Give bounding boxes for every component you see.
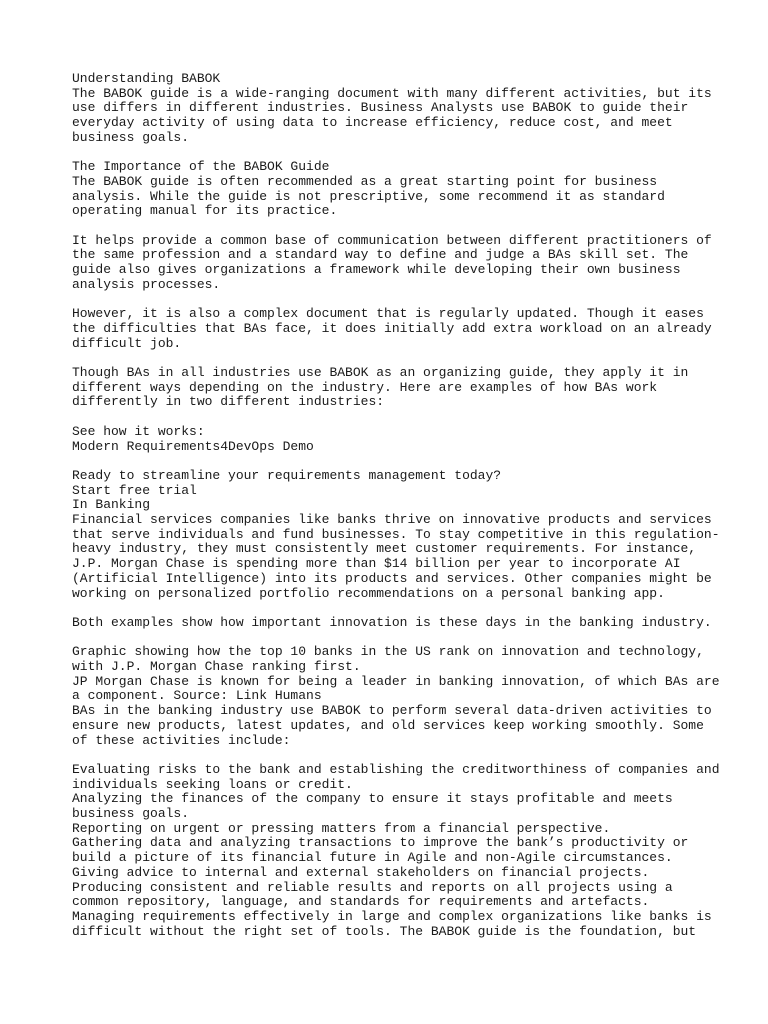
text-line: BAs in the banking industry use BABOK to perform several data-driven activities to <box>72 703 712 719</box>
text-line: difficult without the right set of tools. The BABOK guide is the foundation, but <box>72 923 697 939</box>
text-line: Gathering data and analyzing transactions to improve the bank’s productivity or <box>72 835 689 851</box>
paragraph-gap <box>72 454 712 469</box>
text-line: analysis. While the guide is not prescriptive, some recommend it as standard <box>72 188 665 204</box>
text-line: Giving advice to internal and external stakeholders on financial projects. <box>72 864 650 880</box>
text-line: However, it is also a complex document that is regularly updated. Though it eases <box>72 306 704 322</box>
text-paragraph <box>72 160 712 219</box>
text-line: working on personalized portfolio recommendations on a personal banking app. <box>72 585 665 601</box>
text-line: Graphic showing how the top 10 banks in the US rank on innovation and technology, <box>72 644 704 660</box>
text-line: It helps provide a common base of communication between different practitioners of <box>72 232 712 248</box>
text-line: Financial services companies like banks thrive on innovative products and services <box>72 512 712 527</box>
text-line: the difficulties that BAs face, it does initially add extra workload on an already <box>72 320 712 336</box>
document-page <box>72 71 720 939</box>
text-line: Managing requirements effectively in large and complex organizations like banks is <box>72 908 712 924</box>
text-line: build a picture of its financial future in Agile and non-Agile circumstances. <box>72 850 673 866</box>
text-line: J.P. Morgan Chase is spending more than $14 billion per year to incorporate AI <box>72 556 681 572</box>
text-line: ensure new products, latest updates, and old services keep working smoothly. Some <box>72 717 704 733</box>
text-paragraph <box>72 644 720 748</box>
text-line: everyday activity of using data to increase efficiency, reduce cost, and meet <box>72 115 673 131</box>
text-line: different ways depending on the industry. Here are examples of how BAs work <box>72 379 658 395</box>
text-line: The BABOK guide is a wide-ranging document with many different activities, but its <box>72 85 712 101</box>
text-line: business goals. <box>72 806 190 822</box>
text-paragraph <box>72 761 720 939</box>
text-paragraph <box>72 425 712 454</box>
paragraph-gap <box>72 293 712 308</box>
text-paragraph <box>72 72 712 146</box>
paragraph-gap <box>72 631 712 646</box>
text-line: individuals seeking loans or credit. <box>72 776 353 792</box>
paragraph-gap <box>72 410 712 425</box>
text-paragraph <box>72 616 712 631</box>
text-line: Producing consistent and reliable results and reports on all projects using a <box>72 879 673 895</box>
text-line: heavy industry, they must consistently meet customer requirements. For instance, <box>72 541 697 557</box>
text-line: operating manual for its practice. <box>72 203 338 219</box>
text-line: Modern Requirements4DevOps Demo <box>72 438 314 454</box>
text-paragraph <box>72 366 712 410</box>
text-paragraph <box>72 234 712 293</box>
paragraph-gap <box>72 219 712 234</box>
text-line: of these activities include: <box>72 732 291 748</box>
text-line: guide also gives organizations a framework while developing their own business <box>72 262 681 278</box>
text-line: with J.P. Morgan Chase ranking first. <box>72 659 361 674</box>
text-line: use differs in different industries. Business Analysts use BABOK to guide their <box>72 100 689 116</box>
text-line: Ready to streamline your requirements management today? <box>72 467 502 483</box>
text-paragraph <box>72 307 712 351</box>
text-line: See how it works: <box>72 423 205 439</box>
text-line: The BABOK guide is often recommended as a great starting point for business <box>72 173 658 189</box>
text-line: Though BAs in all industries use BABOK as an organizing guide, they apply it in <box>72 365 689 380</box>
paragraph-gap <box>72 601 712 616</box>
text-line: the same profession and a standard way to define and judge a BAs skill set. The <box>72 247 689 263</box>
text-line: a component. Source: Link Humans <box>72 688 322 704</box>
text-line: Reporting on urgent or pressing matters from a financial perspective. <box>72 820 611 836</box>
text-line: Both examples show how important innovation is these days in the banking industry. <box>72 614 712 630</box>
text-line: In Banking <box>72 497 151 513</box>
text-line: differently in two different industries: <box>72 394 385 410</box>
text-line: The Importance of the BABOK Guide <box>72 159 330 175</box>
text-line: Start free trial <box>72 482 197 498</box>
paragraph-gap <box>72 748 712 763</box>
text-line: analysis processes. <box>72 276 221 292</box>
text-line: that serve individuals and fund businesses. To stay competitive in this regulation- <box>72 526 720 542</box>
text-paragraph <box>72 467 720 601</box>
paragraph-gap <box>72 146 712 161</box>
text-line: (Artificial Intelligence) into its products and services. Other companies might be <box>72 570 712 586</box>
text-line: common repository, language, and standards for requirements and artefacts. <box>72 894 650 910</box>
text-line: JP Morgan Chase is known for being a leader in banking innovation, of which BAs are <box>72 673 720 689</box>
text-line: business goals. <box>72 129 190 145</box>
text-line: Evaluating risks to the bank and establishing the creditworthiness of companies and <box>72 761 720 777</box>
text-line: Understanding BABOK <box>72 71 221 86</box>
paragraph-gap <box>72 351 712 366</box>
text-line: difficult job. <box>72 335 182 351</box>
text-line: Analyzing the finances of the company to ensure it stays profitable and meets <box>72 791 673 807</box>
